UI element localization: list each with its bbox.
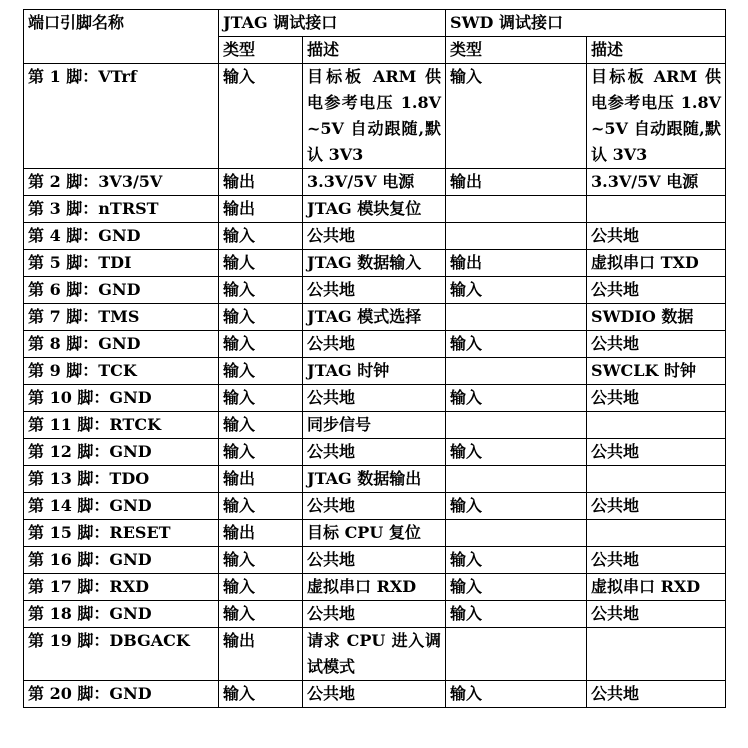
- pin-cell: 第 18 脚：GND: [24, 601, 219, 628]
- pin-cell: 第 6 脚：GND: [24, 277, 219, 304]
- swd-type-cell: 输入: [446, 574, 587, 601]
- jtag-desc-cell: JTAG 模块复位: [303, 196, 446, 223]
- jtag-type-cell: 输入: [219, 358, 303, 385]
- swd-desc-cell: 公共地: [587, 493, 726, 520]
- table-row: [24, 385, 726, 412]
- swd-desc-cell: SWDIO 数据: [587, 304, 726, 331]
- pin-cell: 第 13 脚：TDO: [24, 466, 219, 493]
- jtag-type-cell: 输人: [219, 250, 303, 277]
- swd-desc-cell: SWCLK 时钟: [587, 358, 726, 385]
- jtag-desc-cell: 请求 CPU 进入调试模式: [303, 628, 446, 681]
- table-row: [24, 547, 726, 574]
- swd-desc-cell: 公共地: [587, 277, 726, 304]
- jtag-desc-cell: 公共地: [303, 223, 446, 250]
- table-row: [24, 439, 726, 466]
- pin-cell: 第 14 脚：GND: [24, 493, 219, 520]
- table-row: [24, 574, 726, 601]
- header-swd: SWD 调试接口: [446, 10, 726, 37]
- swd-type-cell: 输入: [446, 331, 587, 358]
- header-jtag-desc: 描述: [303, 37, 446, 64]
- swd-type-cell: 输入: [446, 547, 587, 574]
- header-swd-type: 类型: [446, 37, 587, 64]
- swd-desc-cell: 公共地: [587, 601, 726, 628]
- jtag-type-cell: 输入: [219, 304, 303, 331]
- jtag-type-cell: 输入: [219, 412, 303, 439]
- swd-desc-cell: 公共地: [587, 223, 726, 250]
- swd-desc-cell: [587, 520, 726, 547]
- swd-type-cell: 输入: [446, 493, 587, 520]
- jtag-desc-cell: 公共地: [303, 547, 446, 574]
- swd-desc-cell: 公共地: [587, 439, 726, 466]
- header-jtag: JTAG 调试接口: [219, 10, 446, 37]
- swd-type-cell: [446, 304, 587, 331]
- swd-desc-cell: [587, 196, 726, 223]
- table-row: [24, 628, 726, 681]
- pin-cell: 第 8 脚：GND: [24, 331, 219, 358]
- swd-type-cell: [446, 466, 587, 493]
- jtag-type-cell: 输入: [219, 223, 303, 250]
- jtag-desc-cell: JTAG 数据输入: [303, 250, 446, 277]
- jtag-type-cell: 输入: [219, 277, 303, 304]
- swd-type-cell: [446, 412, 587, 439]
- jtag-desc-cell: 公共地: [303, 385, 446, 412]
- jtag-type-cell: 输入: [219, 331, 303, 358]
- swd-type-cell: [446, 196, 587, 223]
- pin-cell: 第 5 脚：TDI: [24, 250, 219, 277]
- pin-cell: 第 15 脚：RESET: [24, 520, 219, 547]
- jtag-desc-cell: 同步信号: [303, 412, 446, 439]
- swd-desc-cell: [587, 412, 726, 439]
- jtag-desc-cell: 公共地: [303, 331, 446, 358]
- swd-desc-cell: 公共地: [587, 385, 726, 412]
- jtag-type-cell: 输入: [219, 385, 303, 412]
- table-row: [24, 169, 726, 196]
- swd-desc-cell: 公共地: [587, 547, 726, 574]
- jtag-type-cell: 输出: [219, 628, 303, 681]
- swd-type-cell: 输入: [446, 601, 587, 628]
- table-row: [24, 493, 726, 520]
- swd-desc-cell: 虚拟串口 TXD: [587, 250, 726, 277]
- jtag-desc-cell: 公共地: [303, 277, 446, 304]
- header-jtag-type: 类型: [219, 37, 303, 64]
- pin-cell: 第 12 脚：GND: [24, 439, 219, 466]
- jtag-type-cell: 输出: [219, 196, 303, 223]
- table-row: [24, 520, 726, 547]
- header-row-1: [24, 10, 726, 37]
- swd-type-cell: 输出: [446, 250, 587, 277]
- jtag-desc-cell: JTAG 模式选择: [303, 304, 446, 331]
- swd-desc-cell: 目标板 ARM 供电参考电压 1.8V~5V 自动跟随,默认 3V3: [587, 64, 726, 169]
- jtag-desc-cell: 公共地: [303, 681, 446, 708]
- table-row: [24, 304, 726, 331]
- pin-cell: 第 7 脚：TMS: [24, 304, 219, 331]
- table-row: [24, 223, 726, 250]
- table-row: [24, 64, 726, 169]
- pin-cell: 第 1 脚：VTrf: [24, 64, 219, 169]
- pin-definition-table: [23, 9, 726, 708]
- pin-cell: 第 19 脚：DBGACK: [24, 628, 219, 681]
- swd-type-cell: 输出: [446, 169, 587, 196]
- pin-cell: 第 4 脚：GND: [24, 223, 219, 250]
- jtag-desc-cell: 公共地: [303, 439, 446, 466]
- pin-cell: 第 10 脚：GND: [24, 385, 219, 412]
- pin-cell: 第 17 脚：RXD: [24, 574, 219, 601]
- swd-desc-cell: [587, 628, 726, 681]
- jtag-desc-cell: 目标板 ARM 供电参考电压 1.8V~5V 自动跟随,默认 3V3: [303, 64, 446, 169]
- jtag-desc-cell: JTAG 数据输出: [303, 466, 446, 493]
- pin-cell: 第 9 脚：TCK: [24, 358, 219, 385]
- table-row: [24, 331, 726, 358]
- swd-type-cell: [446, 520, 587, 547]
- swd-desc-cell: 虚拟串口 RXD: [587, 574, 726, 601]
- pin-cell: 第 2 脚：3V3/5V: [24, 169, 219, 196]
- table-row: [24, 358, 726, 385]
- jtag-type-cell: 输出: [219, 520, 303, 547]
- jtag-type-cell: 输入: [219, 681, 303, 708]
- header-pin-name: 端口引脚名称: [24, 10, 219, 64]
- jtag-desc-cell: 3.3V/5V 电源: [303, 169, 446, 196]
- table-row: [24, 466, 726, 493]
- table-row: [24, 250, 726, 277]
- table-row: [24, 196, 726, 223]
- jtag-type-cell: 输入: [219, 601, 303, 628]
- swd-type-cell: 输入: [446, 277, 587, 304]
- pin-cell: 第 11 脚：RTCK: [24, 412, 219, 439]
- jtag-type-cell: 输出: [219, 466, 303, 493]
- swd-type-cell: [446, 223, 587, 250]
- jtag-desc-cell: 公共地: [303, 493, 446, 520]
- header-swd-desc: 描述: [587, 37, 726, 64]
- jtag-type-cell: 输入: [219, 547, 303, 574]
- swd-desc-cell: 公共地: [587, 681, 726, 708]
- table-row: [24, 412, 726, 439]
- jtag-type-cell: 输入: [219, 439, 303, 466]
- table-row: [24, 681, 726, 708]
- table-body: [24, 10, 726, 708]
- pin-cell: 第 3 脚：nTRST: [24, 196, 219, 223]
- swd-type-cell: 输入: [446, 439, 587, 466]
- jtag-type-cell: 输入: [219, 574, 303, 601]
- pin-cell: 第 16 脚：GND: [24, 547, 219, 574]
- swd-type-cell: [446, 628, 587, 681]
- swd-type-cell: 输入: [446, 64, 587, 169]
- swd-desc-cell: 3.3V/5V 电源: [587, 169, 726, 196]
- jtag-type-cell: 输入: [219, 493, 303, 520]
- jtag-desc-cell: 虚拟串口 RXD: [303, 574, 446, 601]
- jtag-type-cell: 输出: [219, 169, 303, 196]
- swd-desc-cell: 公共地: [587, 331, 726, 358]
- swd-type-cell: 输入: [446, 681, 587, 708]
- swd-type-cell: 输入: [446, 385, 587, 412]
- jtag-desc-cell: JTAG 时钟: [303, 358, 446, 385]
- swd-desc-cell: [587, 466, 726, 493]
- pin-cell: 第 20 脚：GND: [24, 681, 219, 708]
- jtag-desc-cell: 目标 CPU 复位: [303, 520, 446, 547]
- jtag-desc-cell: 公共地: [303, 601, 446, 628]
- swd-type-cell: [446, 358, 587, 385]
- table-row: [24, 601, 726, 628]
- table-row: [24, 277, 726, 304]
- jtag-type-cell: 输入: [219, 64, 303, 169]
